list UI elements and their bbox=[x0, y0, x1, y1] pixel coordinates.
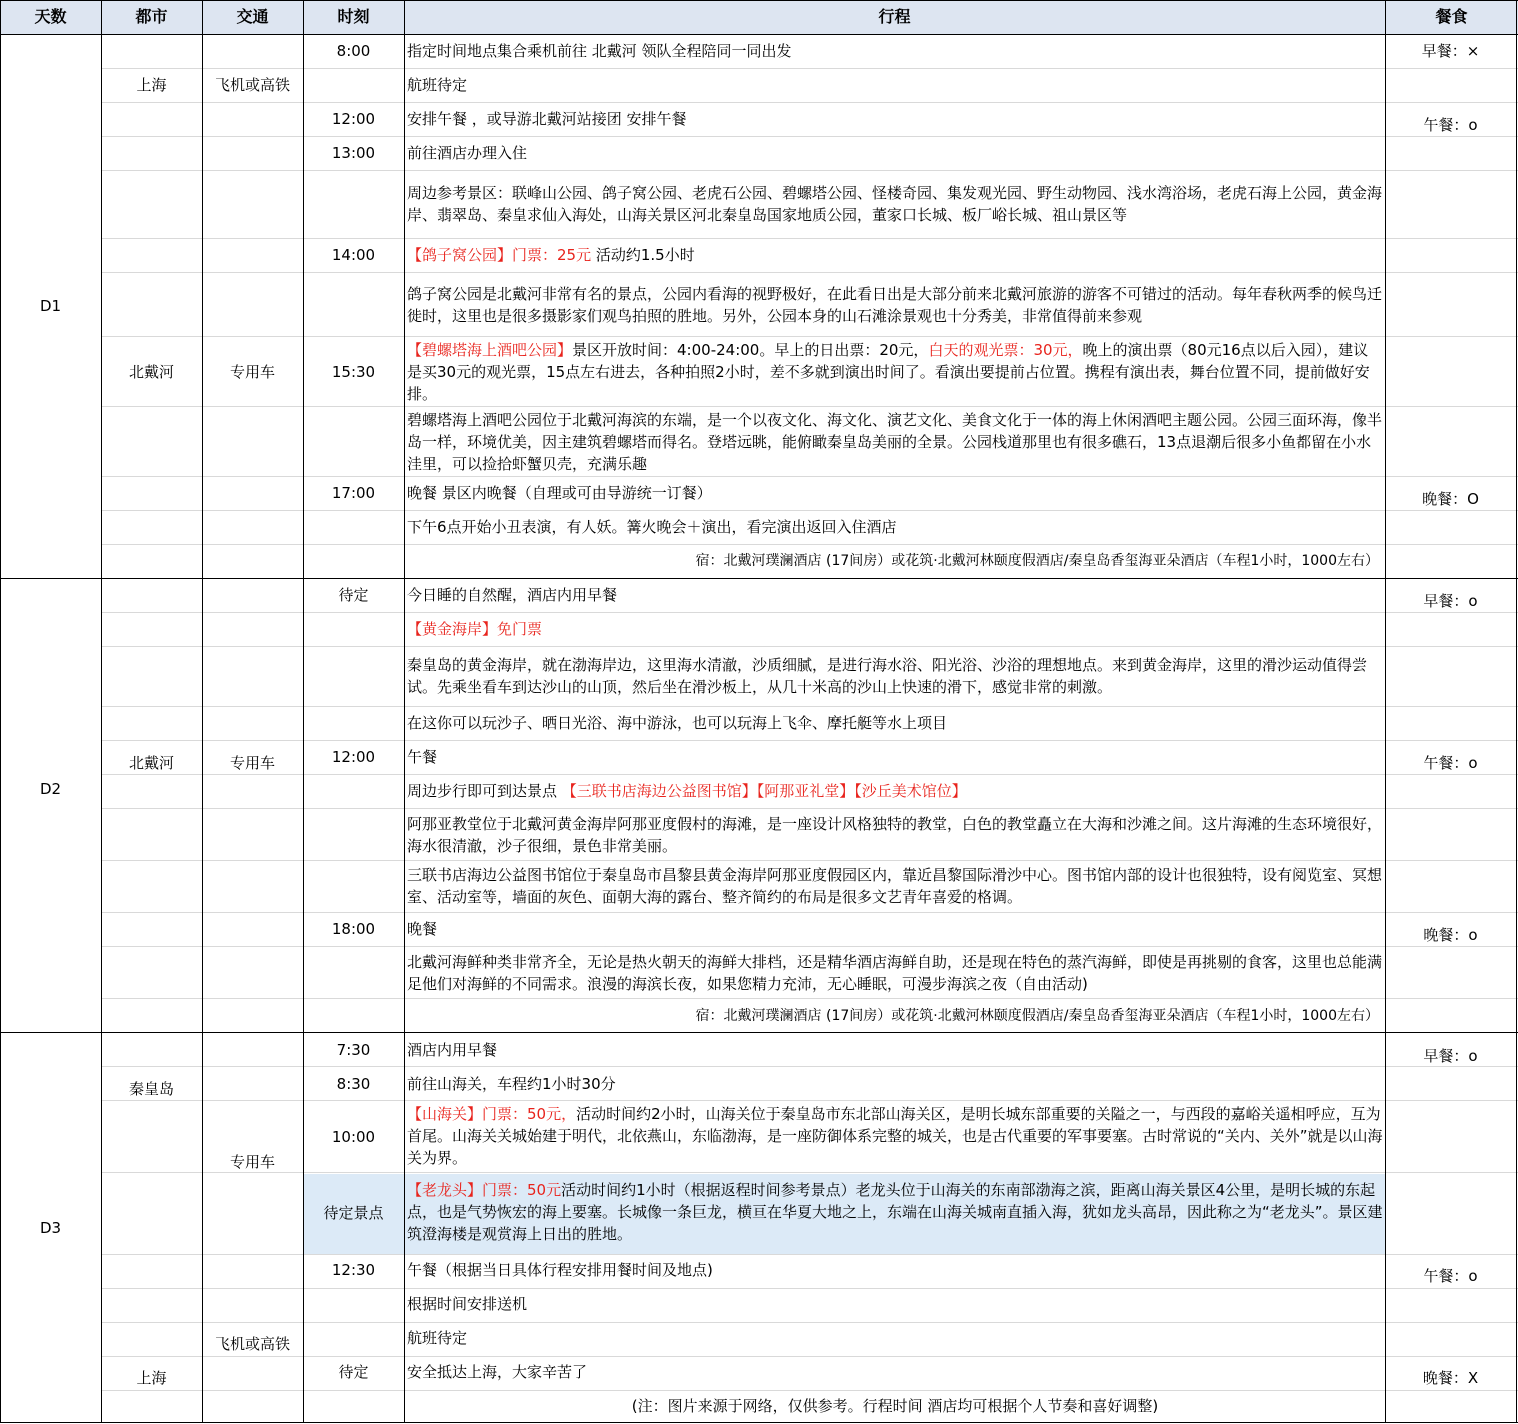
row-divider bbox=[101, 1356, 1518, 1357]
transport-cell: 飞机或高铁 bbox=[214, 1335, 290, 1353]
time-cell: 8:30 bbox=[336, 1075, 371, 1093]
lodging-text: 宿：北戴河璞澜酒店 (17间房）或花筑·北戴河林颐度假酒店/秦皇岛香玺海亚朵酒店（车程1小时，1000左右） bbox=[695, 553, 1379, 569]
itinerary-text: 晚上的演出票（80元16点以后入园），建议是买30元的观光票，15点左右进去，各种拍照2小时，差不多就到演出时间了。看演出要提前占位置。携程有演出表，舞台位置不同，提前做好安排。 bbox=[407, 341, 1370, 403]
day-divider bbox=[0, 1032, 1518, 1033]
col-line bbox=[404, 0, 405, 1422]
row-divider bbox=[101, 998, 1518, 999]
time-cell: 12:00 bbox=[331, 748, 376, 766]
col-line bbox=[1385, 0, 1386, 1422]
meal-cell: 午餐：o bbox=[1423, 754, 1478, 772]
meal-cell: 午餐：o bbox=[1423, 116, 1478, 134]
highlight-text: 【山海关】门票：50元， bbox=[407, 1105, 577, 1123]
itinerary-text bbox=[407, 780, 1383, 802]
header-day: 天数 bbox=[0, 0, 101, 34]
itinerary-text: 根据时间安排送机 bbox=[407, 1295, 528, 1313]
itinerary-text: 活动约1.5小时 bbox=[591, 246, 695, 264]
header-meals: 餐食 bbox=[1385, 0, 1518, 34]
itinerary-text: 三联书店海边公益图书馆位于秦皇岛市昌黎县黄金海岸阿那亚度假园区内，靠近昌黎国际滑沙中心。图书馆内部的设计也很独特，设有阅览室、冥想室、活动室等，墙面的灰色、面朝大海的露台、整齐简约的布局是很多文艺青年喜爱的格调。 bbox=[407, 866, 1383, 906]
header-divider bbox=[0, 34, 1518, 35]
time-cell: 10:00 bbox=[331, 1128, 376, 1146]
time-cell: 18:00 bbox=[331, 920, 376, 938]
itinerary-text bbox=[407, 1179, 1383, 1245]
row-divider bbox=[101, 1066, 1518, 1067]
itinerary-text: 前往山海关，车程约1小时30分 bbox=[407, 1075, 616, 1093]
meal-cell: 早餐：o bbox=[1423, 1047, 1478, 1065]
meal-cell: 晚餐：O bbox=[1422, 490, 1479, 508]
itinerary-text: 今日睡的自然醒，酒店内用早餐 bbox=[407, 586, 618, 604]
highlight-text: 【老龙头】门票：50元 bbox=[407, 1181, 562, 1199]
row-divider bbox=[101, 740, 1518, 741]
row-divider bbox=[101, 1254, 1518, 1255]
time-cell: 7:30 bbox=[336, 1041, 371, 1059]
row-divider bbox=[101, 170, 1518, 171]
day-divider bbox=[0, 578, 1518, 579]
itinerary-text: 午餐（根据当日具体行程安排用餐时间及地点) bbox=[407, 1261, 713, 1279]
city-cell: 北戴河 bbox=[128, 363, 174, 381]
row-divider bbox=[101, 1322, 1518, 1323]
highlight-text: 白天的观光票：30元， bbox=[928, 341, 1083, 359]
row-divider bbox=[101, 136, 1518, 137]
transport-cell: 专用车 bbox=[229, 363, 275, 381]
itinerary-text: 晚餐 景区内晚餐（自理或可由导游统一订餐） bbox=[407, 484, 712, 502]
row-divider bbox=[101, 612, 1518, 613]
time-cell: 13:00 bbox=[331, 144, 376, 162]
row-divider bbox=[101, 808, 1518, 809]
note-text: (注：图片来源于网络，仅供参考。行程时间 酒店均可根据个人节奏和喜好调整) bbox=[631, 1397, 1159, 1415]
col-line bbox=[101, 0, 102, 1422]
itinerary-text: 酒店内用早餐 bbox=[407, 1041, 498, 1059]
row-divider bbox=[101, 476, 1518, 477]
time-cell: 17:00 bbox=[331, 484, 376, 502]
time-cell: 12:30 bbox=[331, 1261, 376, 1279]
itinerary-text: 景区开放时间：4:00-24:00。早上的日出票：20元， bbox=[572, 341, 929, 359]
meal-cell: 早餐：× bbox=[1421, 42, 1480, 60]
day-label: D1 bbox=[39, 297, 62, 315]
city-cell: 上海 bbox=[136, 76, 167, 94]
col-line bbox=[1516, 0, 1517, 1422]
row-divider bbox=[101, 238, 1518, 239]
time-cell: 15:30 bbox=[331, 363, 376, 381]
itinerary-text: 晚餐 bbox=[407, 920, 438, 938]
itinerary-text: 北戴河海鲜种类非常齐全，无论是热火朝天的海鲜大排档，还是精华酒店海鲜自助，还是现在特色的蒸汽海鲜，即使是再挑剔的食客，这里也总能满足他们对海鲜的不同需求。浪漫的海滨长夜，如果您精力充沛，无心睡眠，可漫步海滨之夜（自由活动) bbox=[407, 953, 1383, 993]
row-divider bbox=[101, 706, 1518, 707]
row-divider bbox=[101, 1288, 1518, 1289]
itinerary-text: 安排午餐 ，或导游北戴河站接团 安排午餐 bbox=[407, 110, 687, 128]
itinerary-text: 秦皇岛的黄金海岸，就在渤海岸边，这里海水清澈，沙质细腻，是进行海水浴、阳光浴、沙浴的理想地点。来到黄金海岸，这里的滑沙运动值得尝试。先乘坐看车到达沙山的山顶，然后坐在滑沙板上，从几十米高的沙山上快速的滑下，感觉非常的刺激。 bbox=[407, 656, 1368, 696]
city-cell: 秦皇岛 bbox=[128, 1080, 174, 1098]
time-cell: 8:00 bbox=[336, 42, 371, 60]
itinerary-text: 安全抵达上海，大家辛苦了 bbox=[407, 1363, 588, 1381]
transport-cell: 飞机或高铁 bbox=[214, 76, 290, 94]
meal-cell: 晚餐：X bbox=[1422, 1369, 1479, 1387]
meal-cell: 午餐：o bbox=[1423, 1267, 1478, 1285]
day-label: D3 bbox=[39, 1219, 62, 1237]
itinerary-text bbox=[407, 1103, 1383, 1169]
highlight-text: 【鸽子窝公园】门票：25元 bbox=[407, 246, 592, 264]
highlight-text: 【碧螺塔海上酒吧公园】 bbox=[407, 341, 573, 359]
header-time: 时刻 bbox=[303, 0, 404, 34]
header-itinerary: 行程 bbox=[404, 0, 1385, 34]
highlight-text: 【三联书店海边公益图书馆】【阿那亚礼堂】【沙丘美术馆位】 bbox=[561, 782, 967, 800]
city-cell: 北戴河 bbox=[128, 754, 174, 772]
row-divider bbox=[101, 774, 1518, 775]
transport-cell: 专用车 bbox=[229, 1153, 275, 1171]
meal-cell: 晚餐：o bbox=[1423, 926, 1478, 944]
itinerary-text: 航班待定 bbox=[407, 76, 468, 94]
meal-cell: 早餐：o bbox=[1423, 592, 1478, 610]
time-cell: 12:00 bbox=[331, 110, 376, 128]
row-divider bbox=[101, 272, 1518, 273]
day-label: D2 bbox=[39, 780, 62, 798]
table-border-top bbox=[0, 0, 1518, 1]
row-divider bbox=[101, 946, 1518, 947]
itinerary-text: 碧螺塔海上酒吧公园位于北戴河海滨的东端，是一个以夜文化、海文化、演艺文化、美食文化于一体的海上休闲酒吧主题公园。公园三面环海，像半岛一样，环境优美，因主建筑碧螺塔而得名。登塔远眺，能俯瞰秦皇岛美丽的全景。公园栈道那里也有很多礁石，13点退潮后很多小鱼都留在小水洼里，可以捡拾虾蟹贝壳，充满乐趣 bbox=[407, 411, 1383, 473]
table-border-bottom bbox=[0, 1422, 1518, 1423]
time-cell: 待定 bbox=[338, 586, 369, 604]
header-city: 都市 bbox=[101, 0, 202, 34]
row-divider bbox=[101, 860, 1518, 861]
itinerary-text: 指定时间地点集合乘机前往 北戴河 领队全程陪同一同出发 bbox=[407, 42, 792, 60]
itinerary-text: 周边步行即可到达景点 bbox=[407, 782, 562, 800]
row-divider bbox=[101, 510, 1518, 511]
itinerary-text: 阿那亚教堂位于北戴河黄金海岸阿那亚度假村的海滩，是一座设计风格独特的教堂，白色的教堂矗立在大海和沙滩之间。这片海滩的生态环境很好，海水很清澈，沙子很细，景色非常美丽。 bbox=[407, 815, 1383, 855]
itinerary-text: 航班待定 bbox=[407, 1329, 468, 1347]
itinerary-text: 下午6点开始小丑表演，有人妖。篝火晚会＋演出，看完演出返回入住酒店 bbox=[407, 518, 897, 536]
row-divider bbox=[101, 544, 1518, 545]
itinerary-text: 在这你可以玩沙子、晒日光浴、海中游泳，也可以玩海上飞伞、摩托艇等水上项目 bbox=[407, 714, 948, 732]
col-line bbox=[0, 0, 1, 1422]
time-cell: 14:00 bbox=[331, 246, 376, 264]
row-divider bbox=[101, 1390, 1518, 1391]
time-cell: 待定景点 bbox=[323, 1204, 384, 1222]
row-divider bbox=[101, 68, 1518, 69]
row-divider bbox=[101, 1172, 1518, 1173]
itinerary-text: 周边参考景区：联峰山公园、鸽子窝公园、老虎石公园、碧螺塔公园、怪楼奇园、集发观光园、野生动物园、浅水湾浴场，老虎石海上公园，黄金海岸、翡翠岛、秦皇求仙入海处，山海关景区河北秦皇岛国家地质公园，董家口长城、板厂峪长城、祖山景区等 bbox=[407, 184, 1383, 224]
itinerary-text bbox=[407, 244, 1383, 266]
col-line bbox=[202, 0, 203, 1422]
lodging-text: 宿：北戴河璞澜酒店 (17间房）或花筑·北戴河林颐度假酒店/秦皇岛香玺海亚朵酒店（车程1小时，1000左右） bbox=[695, 1008, 1379, 1024]
itinerary-text: 活动时间约1小时（根据返程时间参考景点）老龙头位于山海关的东南部渤海之滨，距离山海关景区4公里，是明长城的东起点，也是气势恢宏的海上要塞。长城像一条巨龙，横亘在华夏大地之上，东端在山海关城南直插入海，犹如龙头高昂，因此称之为“老龙头”。景区建筑澄海楼是观赏海上日出的胜地。 bbox=[407, 1181, 1383, 1243]
row-divider bbox=[101, 102, 1518, 103]
city-cell: 上海 bbox=[136, 1369, 167, 1387]
row-divider bbox=[101, 646, 1518, 647]
itinerary-text: 前往酒店办理入住 bbox=[407, 144, 528, 162]
row-divider bbox=[101, 1100, 1518, 1101]
itinerary-text: 鸽子窝公园是北戴河非常有名的景点，公园内看海的视野极好，在此看日出是大部分前来北戴河旅游的游客不可错过的活动。每年春秋两季的候鸟迁徙时，这里也是很多摄影家们观鸟拍照的胜地。另外，公园本身的山石滩涂景观也十分秀美，非常值得前来参观 bbox=[407, 285, 1383, 325]
highlight-text: 【黄金海岸】免门票 bbox=[407, 620, 543, 638]
time-cell: 待定 bbox=[338, 1363, 369, 1381]
transport-cell: 专用车 bbox=[229, 754, 275, 772]
itinerary-text: 活动时间约2小时，山海关位于秦皇岛市东北部山海关区，是明长城东部重要的关隘之一，与西段的嘉峪关遥相呼应，互为首尾。山海关关城始建于明代，北依燕山，东临渤海，是一座防御体系完整的城关，也是古代重要的军事要塞。古时常说的“关内、关外”就是以山海关为界。 bbox=[407, 1105, 1383, 1167]
header-transport: 交通 bbox=[202, 0, 303, 34]
row-divider bbox=[101, 406, 1518, 407]
row-divider bbox=[101, 912, 1518, 913]
row-divider bbox=[101, 336, 1518, 337]
itinerary-text: 午餐 bbox=[407, 748, 438, 766]
itinerary-text bbox=[407, 339, 1383, 405]
